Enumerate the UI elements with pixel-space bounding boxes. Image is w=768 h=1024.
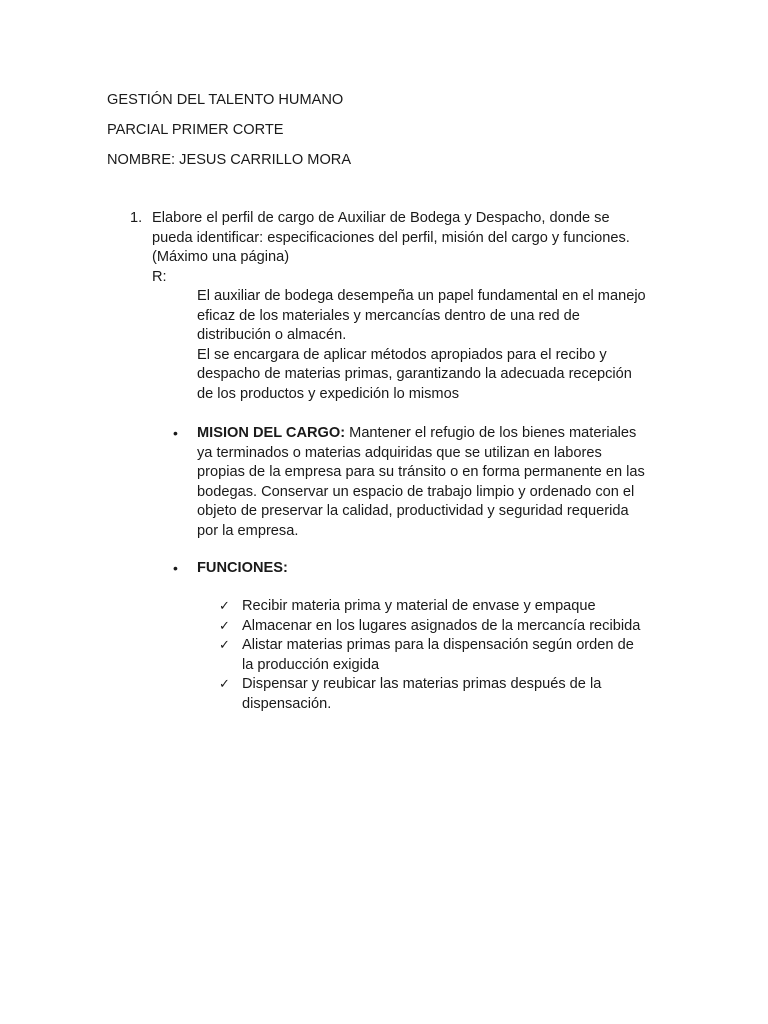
question-line: Elabore el perfil de cargo de Auxiliar de Bodega y Despacho, donde se (152, 210, 610, 226)
exam-title: PARCIAL PRIMER CORTE (107, 122, 284, 138)
mision-line: propias de la empresa para su tránsito o en forma permanente en las (197, 464, 645, 480)
checkmark-icon: ✓ (219, 677, 230, 692)
question-number: 1. (130, 210, 143, 226)
answer-line: eficaz de los materiales y mercancías dentro de una red de (197, 307, 580, 324)
answer-line: El auxiliar de bodega desempeña un papel fundamental en el manejo (197, 288, 646, 304)
mision-line: bodegas. Conservar un espacio de trabajo limpio y ordenado con el (197, 483, 635, 500)
answer-label: R: (152, 268, 167, 285)
funcion-text: Recibir materia prima y material de envase y empaque (242, 598, 596, 614)
answer-line: El se encargara de aplicar métodos apropiados para el recibo y (197, 346, 607, 363)
question-text (152, 209, 672, 287)
mision-line: por la empresa. (197, 522, 299, 539)
funcion-text: dispensación. (242, 695, 332, 712)
mision-section (197, 424, 677, 541)
mision-line: ya terminados o materias adquiridas que se utilizan en labores (197, 444, 602, 461)
funcion-text: Almacenar en los lugares asignados de la mercancía recibida (242, 618, 641, 634)
funcion-text: Alistar materias primas para la dispensación según orden de (242, 637, 634, 653)
funciones-heading: FUNCIONES: (197, 560, 288, 576)
checkmark-icon: ✓ (219, 599, 230, 614)
question-line: pueda identificar: especificaciones del perfil, misión del cargo y funciones. (152, 229, 630, 246)
checkmark-icon: ✓ (219, 619, 230, 634)
answer-line: distribución o almacén. (197, 327, 347, 343)
checkmark-icon: ✓ (219, 638, 230, 653)
answer-intro (197, 287, 677, 404)
funcion-text: Dispensar y reubicar las materias primas después de la (242, 676, 602, 692)
mision-heading: MISION DEL CARGO: (197, 425, 346, 441)
funcion-text: la producción exigida (242, 656, 380, 673)
mision-line: objeto de preservar la calidad, productividad y seguridad requerida (197, 503, 629, 519)
mision-text: Mantener el refugio de los bienes materiales (345, 425, 637, 441)
student-name: NOMBRE: JESUS CARRILLO MORA (107, 152, 352, 168)
funciones-bullet: • (173, 560, 178, 576)
course-title: GESTIÓN DEL TALENTO HUMANO (107, 92, 344, 108)
question-line: (Máximo una página) (152, 249, 290, 265)
answer-line: despacho de materias primas, garantizando la adecuada recepción (197, 366, 632, 382)
mision-first-line (197, 424, 677, 444)
answer-line: de los productos y expedición lo mismos (197, 385, 460, 402)
mision-bullet: • (173, 425, 178, 441)
